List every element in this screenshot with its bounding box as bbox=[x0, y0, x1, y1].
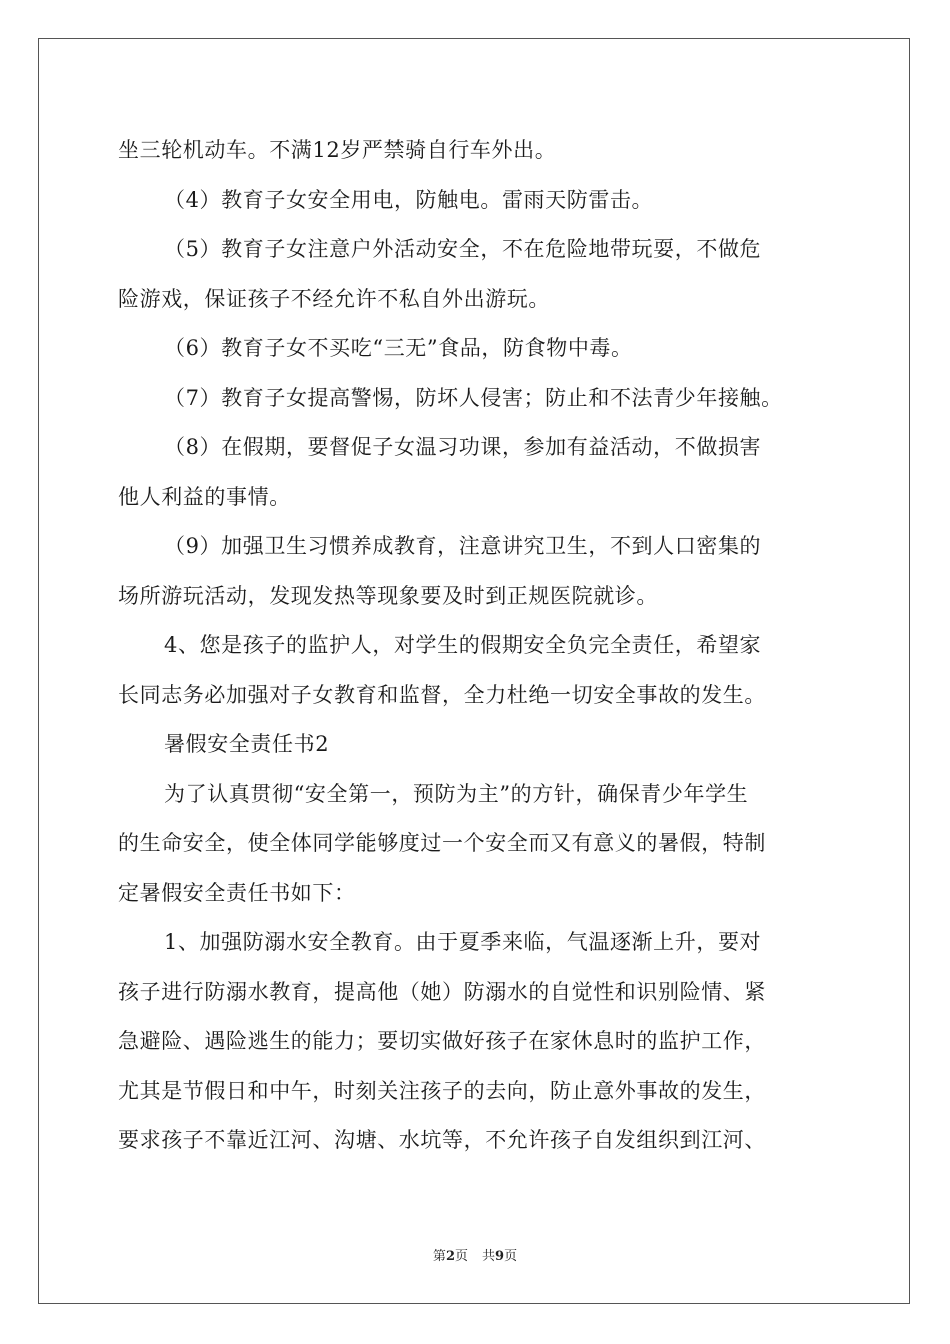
page-suffix: 页 bbox=[454, 1249, 468, 1264]
text-line: 他人利益的事情。 bbox=[118, 484, 291, 509]
text-line: （9）加强卫生习惯养成教育，注意讲究卫生，不到人口密集的 bbox=[164, 534, 762, 558]
text-line: 1、加强防溺水安全教育。由于夏季来临，气温逐渐上升，要对 bbox=[164, 930, 762, 954]
document-body bbox=[118, 126, 834, 1166]
text-line: 为了认真贯彻“安全第一，预防为主”的方针，确保青少年学生 bbox=[164, 781, 749, 806]
text-line: 暑假安全责任书2 bbox=[164, 732, 330, 756]
text-line: 的生命安全，使全体同学能够度过一个安全而又有意义的暑假，特制 bbox=[118, 831, 766, 855]
text-line: 场所游玩活动，发现发热等现象要及时到正规医院就诊。 bbox=[118, 583, 658, 608]
text-line: 险游戏，保证孩子不经允许不私自外出游玩。 bbox=[118, 286, 550, 311]
text-line: （8）在假期，要督促子女温习功课，参加有益活动，不做损害 bbox=[164, 435, 762, 459]
text-line: 4、您是孩子的监护人，对学生的假期安全负完全责任，希望家 bbox=[164, 633, 762, 657]
total-prefix: 共 bbox=[482, 1249, 496, 1264]
total-suffix: 页 bbox=[504, 1249, 518, 1264]
text-line: 孩子进行防溺水教育，提高他（她）防溺水的自觉性和识别险情、紧 bbox=[118, 979, 766, 1004]
text-line: 急避险、遇险逃生的能力；要切实做好孩子在家休息时的监护工作， bbox=[118, 1029, 766, 1053]
text-line: （6）教育子女不买吃“三无”食品，防食物中毒。 bbox=[164, 336, 633, 360]
text-line: 要求孩子不靠近江河、沟塘、水坑等，不允许孩子自发组织到江河、 bbox=[118, 1128, 766, 1152]
text-line: 尤其是节假日和中午，时刻关注孩子的去向，防止意外事故的发生， bbox=[118, 1078, 766, 1103]
total-pages: 9 bbox=[495, 1249, 505, 1264]
text-line: 定暑假安全责任书如下： bbox=[118, 880, 356, 905]
text-line: （5）教育子女注意户外活动安全，不在危险地带玩耍，不做危 bbox=[164, 237, 762, 261]
text-line: 长同志务必加强对子女教育和监督，全力杜绝一切安全事故的发生。 bbox=[118, 682, 766, 707]
text-line: 坐三轮机动车。不满12岁严禁骑自行车外出。 bbox=[118, 138, 557, 162]
text-line: （4）教育子女安全用电，防触电。雷雨天防雷击。 bbox=[164, 187, 654, 212]
page-prefix: 第 bbox=[432, 1249, 446, 1264]
page-footer bbox=[0, 1248, 950, 1266]
text-line: （7）教育子女提高警惕，防坏人侵害；防止和不法青少年接触。 bbox=[164, 385, 783, 410]
page-number: 2 bbox=[445, 1249, 455, 1264]
